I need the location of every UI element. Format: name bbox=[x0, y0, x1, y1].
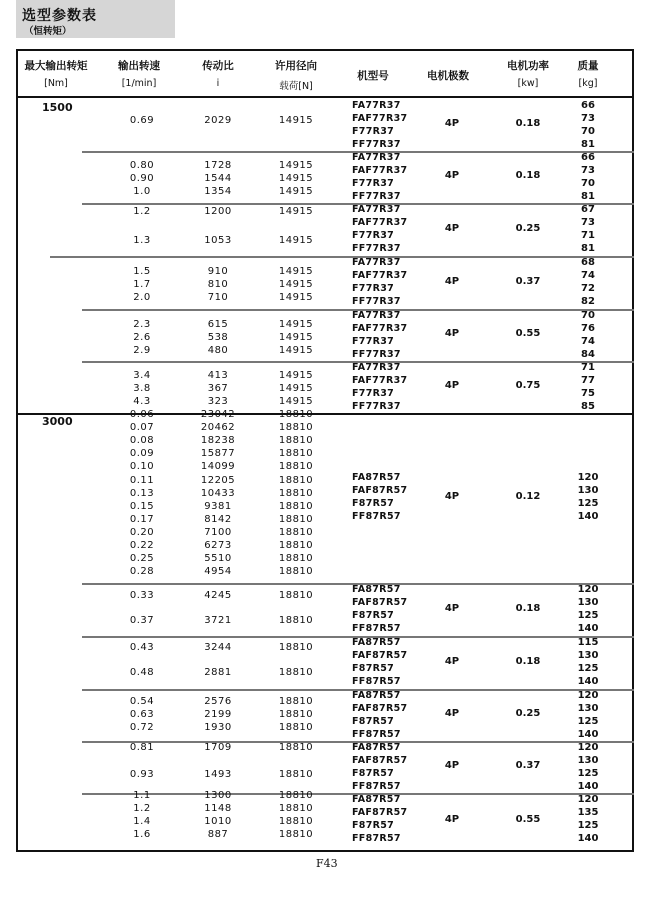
output-speed: 4.3 bbox=[133, 396, 151, 407]
ratio: 367 bbox=[207, 383, 229, 394]
radial-load: 18810 bbox=[278, 742, 314, 753]
radial-load: 18810 bbox=[278, 526, 314, 538]
radial-load: 14915 bbox=[278, 186, 314, 197]
ratio: 887 bbox=[207, 829, 229, 840]
radial-load: 18810 bbox=[278, 553, 314, 565]
model-number: FA77R37 bbox=[352, 310, 401, 321]
motor-poles: 4P bbox=[444, 491, 460, 502]
output-speed: 0.10 bbox=[129, 461, 155, 473]
ratio: 10433 bbox=[200, 487, 236, 499]
model-number: FAF87R57 bbox=[352, 597, 408, 608]
ratio: 7100 bbox=[204, 526, 232, 538]
model-number: FAF87R57 bbox=[352, 807, 408, 818]
model-number: FF87R57 bbox=[352, 676, 401, 687]
ratio: 12205 bbox=[200, 474, 236, 486]
mass-value: 71 bbox=[581, 362, 595, 373]
mass-value: 125 bbox=[577, 663, 599, 674]
model-number: F87R57 bbox=[352, 610, 395, 621]
output-speed: 0.33 bbox=[129, 590, 155, 601]
ratio: 14099 bbox=[200, 461, 236, 473]
radial-load: 14915 bbox=[278, 370, 314, 381]
mass-value: 67 bbox=[581, 204, 595, 215]
output-speed: 0.63 bbox=[129, 709, 155, 720]
radial-load: 14915 bbox=[278, 266, 314, 277]
output-speed: 0.15 bbox=[129, 500, 155, 512]
mass-value: 130 bbox=[577, 650, 599, 661]
mass-value: 77 bbox=[581, 375, 595, 386]
group-separator bbox=[50, 256, 634, 258]
output-speed: 1.2 bbox=[133, 206, 151, 217]
mass-value: 81 bbox=[581, 191, 595, 202]
motor-poles: 4P bbox=[444, 328, 460, 339]
model-number: FA87R57 bbox=[352, 584, 401, 595]
motor-power: 0.37 bbox=[515, 760, 541, 771]
output-speed: 0.43 bbox=[129, 642, 155, 653]
page-subtitle: （恒转矩） bbox=[24, 26, 72, 37]
output-speed: 0.90 bbox=[129, 173, 155, 184]
radial-load: 18810 bbox=[278, 513, 314, 525]
radial-load: 14915 bbox=[278, 160, 314, 171]
ratio: 3721 bbox=[204, 615, 232, 626]
ratio: 1200 bbox=[204, 206, 232, 217]
ratio: 1493 bbox=[204, 769, 232, 780]
radial-load: 18810 bbox=[278, 709, 314, 720]
header-model: 机型号 bbox=[357, 70, 389, 82]
header-mass: 质量 bbox=[577, 60, 599, 72]
mass-value: 130 bbox=[577, 485, 599, 496]
output-speed: 0.11 bbox=[129, 474, 155, 486]
radial-load: 18810 bbox=[278, 590, 314, 601]
mass-value: 125 bbox=[577, 610, 599, 621]
model-number: FAF77R37 bbox=[352, 323, 408, 334]
radial-load: 18810 bbox=[278, 566, 314, 578]
motor-power: 0.25 bbox=[515, 708, 541, 719]
ratio: 1010 bbox=[204, 816, 232, 827]
output-speed: 0.20 bbox=[129, 526, 155, 538]
output-speed: 0.37 bbox=[129, 615, 155, 626]
motor-power: 0.12 bbox=[515, 491, 541, 502]
ratio: 15877 bbox=[200, 448, 236, 460]
model-number: F77R37 bbox=[352, 230, 395, 241]
mass-value: 81 bbox=[581, 139, 595, 150]
page-title: 选型参数表 bbox=[22, 8, 97, 24]
mass-value: 125 bbox=[577, 820, 599, 831]
radial-load: 14915 bbox=[278, 279, 314, 290]
motor-poles: 4P bbox=[444, 118, 460, 129]
model-number: F77R37 bbox=[352, 336, 395, 347]
mass-value: 140 bbox=[577, 781, 599, 792]
model-number: FAF87R57 bbox=[352, 755, 408, 766]
header-load: 许用径向 bbox=[275, 60, 317, 72]
mass-value: 84 bbox=[581, 349, 595, 360]
mass-value: 70 bbox=[581, 178, 595, 189]
output-speed: 0.69 bbox=[129, 115, 155, 126]
model-number: FF77R37 bbox=[352, 401, 401, 412]
radial-load: 18810 bbox=[278, 816, 314, 827]
model-number: FAF77R37 bbox=[352, 375, 408, 386]
output-speed: 2.9 bbox=[133, 345, 151, 356]
radial-load: 18810 bbox=[278, 769, 314, 780]
output-speed: 0.06 bbox=[129, 409, 155, 420]
radial-load: 14915 bbox=[278, 345, 314, 356]
motor-power: 0.75 bbox=[515, 380, 541, 391]
motor-poles: 4P bbox=[444, 813, 460, 825]
radial-load: 18810 bbox=[278, 500, 314, 512]
header-divider bbox=[16, 96, 634, 98]
output-speed: 2.3 bbox=[133, 319, 151, 330]
ratio: 2029 bbox=[204, 115, 232, 126]
radial-load: 14915 bbox=[278, 235, 314, 246]
output-speed: 0.72 bbox=[129, 722, 155, 733]
model-number: F87R57 bbox=[352, 498, 395, 509]
output-speed: 1.1 bbox=[133, 790, 151, 801]
model-number: F77R37 bbox=[352, 283, 395, 294]
model-number: FA87R57 bbox=[352, 794, 401, 805]
ratio: 1354 bbox=[204, 186, 232, 197]
radial-load: 14915 bbox=[278, 173, 314, 184]
ratio: 1053 bbox=[204, 235, 232, 246]
ratio: 5510 bbox=[204, 553, 232, 565]
mass-value: 73 bbox=[581, 113, 595, 124]
group-separator bbox=[16, 413, 634, 415]
model-number: FA87R57 bbox=[352, 742, 401, 753]
mass-value: 66 bbox=[581, 100, 595, 111]
model-number: FF87R57 bbox=[352, 729, 401, 740]
output-speed: 1.0 bbox=[133, 186, 151, 197]
mass-value: 130 bbox=[577, 597, 599, 608]
model-number: FA77R37 bbox=[352, 100, 401, 111]
radial-load: 18810 bbox=[278, 615, 314, 626]
mass-value: 125 bbox=[577, 768, 599, 779]
header-torque-unit: [Nm] bbox=[44, 78, 68, 89]
output-speed: 1.2 bbox=[133, 803, 151, 814]
header-speed-unit: [1/min] bbox=[121, 78, 157, 89]
radial-load: 18810 bbox=[278, 642, 314, 653]
output-speed: 3.8 bbox=[133, 383, 151, 394]
mass-value: 72 bbox=[581, 283, 595, 294]
motor-power: 0.55 bbox=[515, 328, 541, 339]
model-number: FAF87R57 bbox=[352, 650, 408, 661]
mass-value: 140 bbox=[577, 676, 599, 687]
mass-value: 75 bbox=[581, 388, 595, 399]
output-speed: 0.80 bbox=[129, 160, 155, 171]
output-speed: 2.6 bbox=[133, 332, 151, 343]
model-number: FF77R37 bbox=[352, 191, 401, 202]
output-speed: 3.4 bbox=[133, 370, 151, 381]
radial-load: 18810 bbox=[278, 409, 314, 420]
ratio: 1300 bbox=[204, 790, 232, 801]
radial-load: 18810 bbox=[278, 474, 314, 486]
motor-poles: 4P bbox=[444, 380, 460, 391]
motor-poles: 4P bbox=[444, 222, 460, 234]
motor-poles: 4P bbox=[444, 170, 460, 181]
radial-load: 14915 bbox=[278, 332, 314, 343]
mass-value: 125 bbox=[577, 498, 599, 509]
output-speed: 0.17 bbox=[129, 513, 155, 525]
motor-power: 0.55 bbox=[515, 813, 541, 825]
mass-value: 66 bbox=[581, 152, 595, 163]
output-speed: 1.3 bbox=[133, 235, 151, 246]
model-number: FAF77R37 bbox=[352, 270, 408, 281]
mass-value: 140 bbox=[577, 511, 599, 522]
ratio: 3244 bbox=[204, 642, 232, 653]
model-number: FAF77R37 bbox=[352, 165, 408, 176]
mass-value: 140 bbox=[577, 833, 599, 844]
output-speed: 1.7 bbox=[133, 279, 151, 290]
motor-power: 0.18 bbox=[515, 602, 541, 614]
mass-value: 85 bbox=[581, 401, 595, 412]
model-number: F87R57 bbox=[352, 716, 395, 727]
model-number: F87R57 bbox=[352, 768, 395, 779]
radial-load: 18810 bbox=[278, 829, 314, 840]
header-load-unit: 载荷[N] bbox=[279, 81, 313, 92]
output-speed: 0.08 bbox=[129, 435, 155, 447]
mass-value: 130 bbox=[577, 703, 599, 714]
page-number: F43 bbox=[316, 857, 338, 870]
ratio: 23042 bbox=[200, 409, 236, 420]
radial-load: 18810 bbox=[278, 790, 314, 801]
mass-value: 120 bbox=[577, 794, 599, 805]
header-ratio-unit: i bbox=[216, 78, 220, 89]
mass-value: 125 bbox=[577, 716, 599, 727]
radial-load: 18810 bbox=[278, 696, 314, 707]
ratio: 2576 bbox=[204, 696, 232, 707]
radial-load: 18810 bbox=[278, 803, 314, 814]
mass-value: 70 bbox=[581, 310, 595, 321]
motor-power: 0.37 bbox=[515, 275, 541, 287]
mass-value: 115 bbox=[577, 637, 599, 648]
mass-value: 120 bbox=[577, 472, 599, 483]
model-number: FA87R57 bbox=[352, 690, 401, 701]
ratio: 6273 bbox=[204, 540, 232, 551]
output-speed: 0.22 bbox=[129, 540, 155, 551]
output-speed: 2.0 bbox=[133, 292, 151, 303]
ratio: 4245 bbox=[204, 590, 232, 601]
output-speed: 0.07 bbox=[129, 422, 155, 434]
mass-value: 82 bbox=[581, 296, 595, 307]
radial-load: 18810 bbox=[278, 435, 314, 447]
radial-load: 18810 bbox=[278, 422, 314, 434]
model-number: FF87R57 bbox=[352, 833, 401, 844]
model-number: FA77R37 bbox=[352, 152, 401, 163]
output-speed: 0.48 bbox=[129, 667, 155, 678]
motor-poles: 4P bbox=[444, 655, 460, 667]
motor-power: 0.18 bbox=[515, 655, 541, 667]
mass-value: 73 bbox=[581, 165, 595, 176]
model-number: FAF77R37 bbox=[352, 217, 408, 228]
mass-value: 135 bbox=[577, 807, 599, 818]
ratio: 20462 bbox=[200, 422, 236, 434]
output-speed: 0.13 bbox=[129, 487, 155, 499]
radial-load: 14915 bbox=[278, 206, 314, 217]
radial-load: 18810 bbox=[278, 461, 314, 473]
model-number: F77R37 bbox=[352, 178, 395, 189]
model-number: F77R37 bbox=[352, 388, 395, 399]
radial-load: 18810 bbox=[278, 540, 314, 551]
motor-power: 0.25 bbox=[515, 222, 541, 234]
model-number: F77R37 bbox=[352, 126, 395, 137]
mass-value: 73 bbox=[581, 217, 595, 228]
header-mass-unit: [kg] bbox=[578, 78, 598, 89]
mass-value: 74 bbox=[581, 336, 595, 347]
radial-load: 18810 bbox=[278, 487, 314, 499]
output-speed: 0.54 bbox=[129, 696, 155, 707]
ratio: 18238 bbox=[200, 435, 236, 447]
header-power: 电机功率 bbox=[507, 60, 549, 72]
motor-power: 0.18 bbox=[515, 118, 541, 129]
radial-load: 14915 bbox=[278, 383, 314, 394]
mass-value: 74 bbox=[581, 270, 595, 281]
ratio: 2881 bbox=[204, 667, 232, 678]
motor-poles: 4P bbox=[444, 275, 460, 287]
radial-load: 14915 bbox=[278, 396, 314, 407]
ratio: 1544 bbox=[204, 173, 232, 184]
output-speed: 0.81 bbox=[129, 742, 155, 753]
output-speed: 0.25 bbox=[129, 553, 155, 565]
model-number: FF77R37 bbox=[352, 349, 401, 360]
model-number: FA77R37 bbox=[352, 257, 401, 268]
ratio: 1709 bbox=[204, 742, 232, 753]
torque-value: 3000 bbox=[42, 415, 73, 428]
motor-poles: 4P bbox=[444, 760, 460, 771]
model-number: FAF77R37 bbox=[352, 113, 408, 124]
radial-load: 14915 bbox=[278, 292, 314, 303]
model-number: FF87R57 bbox=[352, 511, 401, 522]
ratio: 9381 bbox=[204, 500, 232, 512]
mass-value: 70 bbox=[581, 126, 595, 137]
ratio: 615 bbox=[207, 319, 229, 330]
mass-value: 68 bbox=[581, 257, 595, 268]
model-number: FAF87R57 bbox=[352, 703, 408, 714]
output-speed: 0.09 bbox=[129, 448, 155, 460]
mass-value: 76 bbox=[581, 323, 595, 334]
output-speed: 1.6 bbox=[133, 829, 151, 840]
ratio: 710 bbox=[207, 292, 229, 303]
ratio: 538 bbox=[207, 332, 229, 343]
torque-value: 1500 bbox=[42, 101, 73, 114]
mass-value: 140 bbox=[577, 623, 599, 634]
model-number: FA87R57 bbox=[352, 472, 401, 483]
output-speed: 0.28 bbox=[129, 566, 155, 578]
ratio: 1148 bbox=[204, 803, 232, 814]
motor-poles: 4P bbox=[444, 602, 460, 614]
model-number: FAF87R57 bbox=[352, 485, 408, 496]
output-speed: 1.4 bbox=[133, 816, 151, 827]
output-speed: 0.93 bbox=[129, 769, 155, 780]
header-power-unit: [kw] bbox=[517, 78, 539, 89]
model-number: F87R57 bbox=[352, 820, 395, 831]
model-number: F87R57 bbox=[352, 663, 395, 674]
header-torque: 最大输出转矩 bbox=[24, 60, 88, 72]
motor-poles: 4P bbox=[444, 708, 460, 719]
header-ratio: 传动比 bbox=[202, 60, 234, 72]
radial-load: 18810 bbox=[278, 722, 314, 733]
mass-value: 120 bbox=[577, 742, 599, 753]
motor-power: 0.18 bbox=[515, 170, 541, 181]
model-number: FA77R37 bbox=[352, 204, 401, 215]
radial-load: 14915 bbox=[278, 319, 314, 330]
mass-value: 71 bbox=[581, 230, 595, 241]
output-speed: 1.5 bbox=[133, 266, 151, 277]
mass-value: 120 bbox=[577, 584, 599, 595]
ratio: 810 bbox=[207, 279, 229, 290]
ratio: 8142 bbox=[204, 513, 232, 525]
ratio: 323 bbox=[207, 396, 229, 407]
ratio: 2199 bbox=[204, 709, 232, 720]
model-number: FF77R37 bbox=[352, 139, 401, 150]
radial-load: 18810 bbox=[278, 448, 314, 460]
mass-value: 140 bbox=[577, 729, 599, 740]
ratio: 4954 bbox=[204, 566, 232, 578]
model-number: FF87R57 bbox=[352, 623, 401, 634]
model-number: FA87R57 bbox=[352, 637, 401, 648]
mass-value: 120 bbox=[577, 690, 599, 701]
radial-load: 18810 bbox=[278, 667, 314, 678]
header-speed: 输出转速 bbox=[118, 60, 160, 72]
model-number: FA77R37 bbox=[352, 362, 401, 373]
mass-value: 81 bbox=[581, 243, 595, 254]
ratio: 480 bbox=[207, 345, 229, 356]
ratio: 1930 bbox=[204, 722, 232, 733]
mass-value: 130 bbox=[577, 755, 599, 766]
ratio: 1728 bbox=[204, 160, 232, 171]
ratio: 413 bbox=[207, 370, 229, 381]
model-number: FF77R37 bbox=[352, 296, 401, 307]
model-number: FF87R57 bbox=[352, 781, 401, 792]
radial-load: 14915 bbox=[278, 115, 314, 126]
selection-table bbox=[16, 49, 634, 852]
ratio: 910 bbox=[207, 266, 229, 277]
header-poles: 电机极数 bbox=[427, 70, 469, 82]
model-number: FF77R37 bbox=[352, 243, 401, 254]
